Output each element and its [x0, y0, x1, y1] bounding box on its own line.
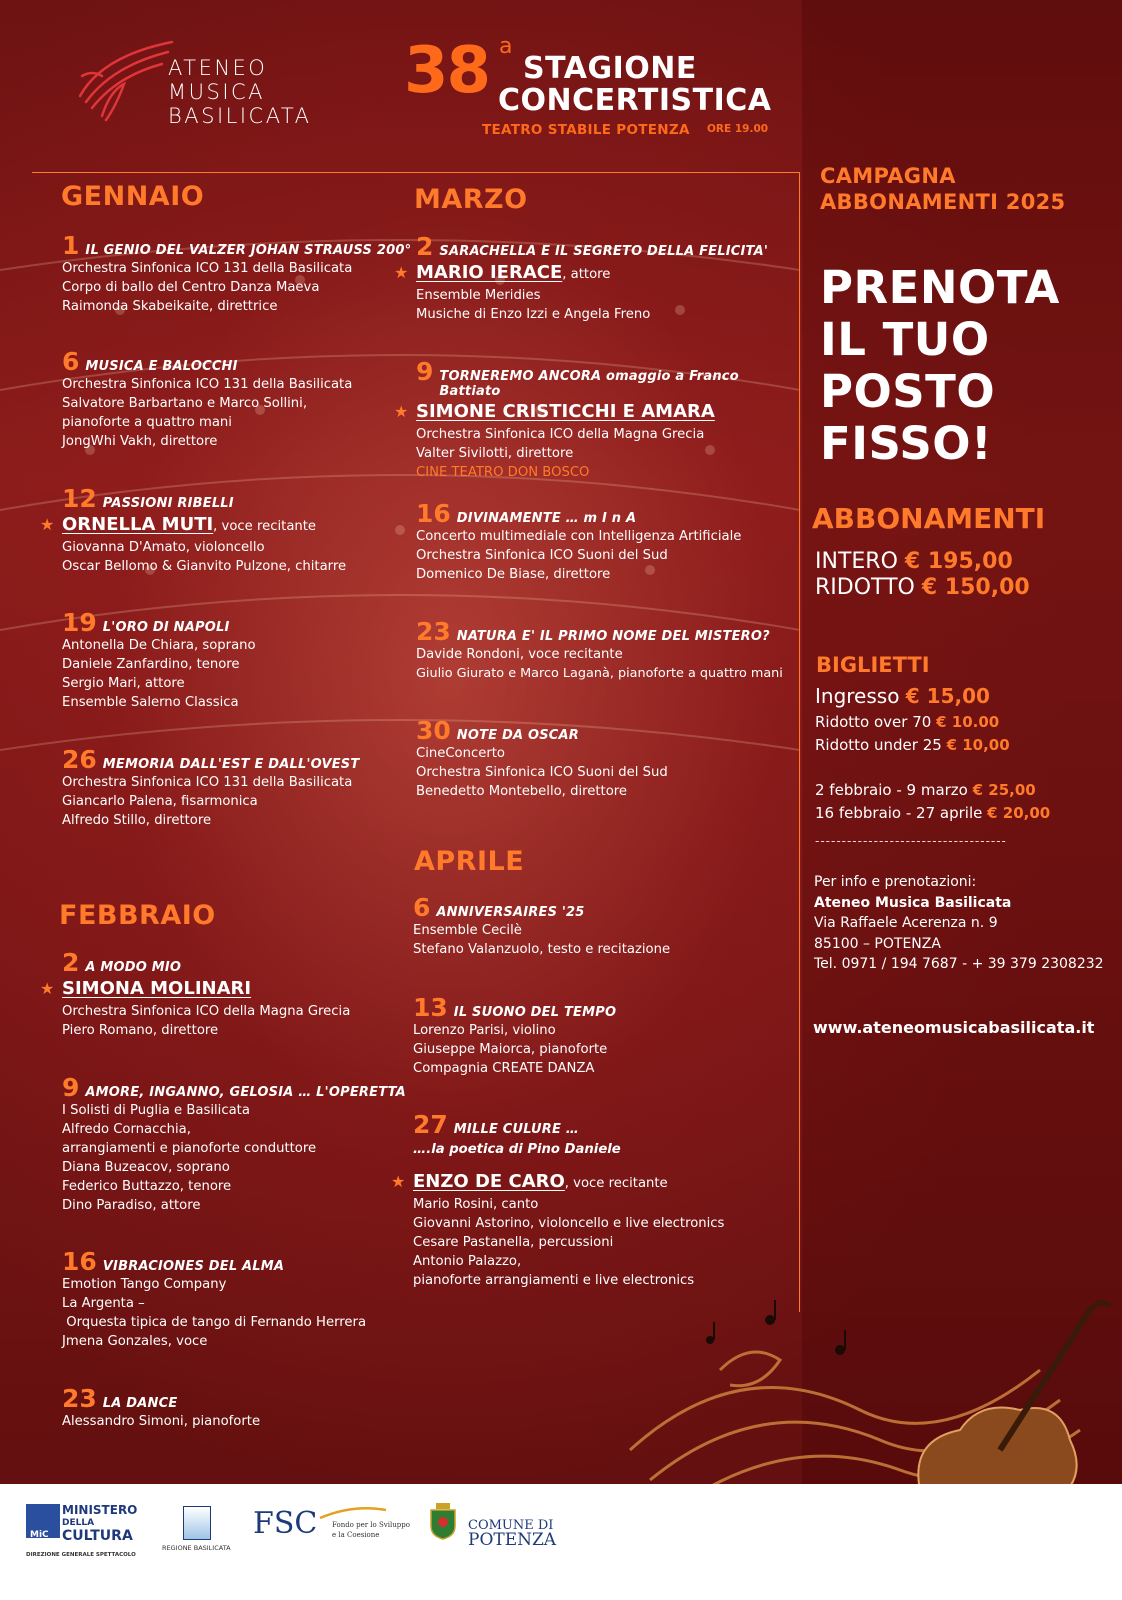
event-day: 13: [413, 993, 448, 1022]
campaign-title: CAMPAGNA ABBONAMENTI 2025: [820, 164, 1066, 214]
event-line: Domenico De Biase, direttore: [416, 567, 611, 582]
star-icon: ★: [394, 402, 409, 421]
event-line: arrangiamenti e pianoforte conduttore: [62, 1141, 317, 1156]
season-title-line1: STAGIONE: [523, 51, 697, 86]
star-role: , voce recitante: [564, 1176, 668, 1191]
event-day: 30: [416, 716, 451, 745]
event-line: La Argenta –: [62, 1296, 145, 1311]
event-day: 26: [62, 745, 97, 774]
violin-illustration-icon: [620, 1290, 1120, 1515]
contact-info: Per info e prenotazioni: Ateneo Musica Basilicata Via Raffaele Acerenza n. 9 85100 – POTENZA Tel. 0971 / 194 7687 - + 39 379 2308232: [814, 874, 1104, 972]
event-title: DIVINAMENTE … m I n A: [456, 511, 637, 526]
event-aprile-6: [413, 895, 773, 959]
price-period1: 2 febbraio - 9 marzo € 25,00: [815, 781, 1036, 799]
event-gennaio-12: [40, 484, 422, 576]
divider: ------------------------------------: [815, 834, 1007, 848]
event-day: 2: [62, 948, 80, 977]
fsc-logo: FSC: [253, 1506, 318, 1541]
event-line: Diana Buzeacov, soprano: [62, 1160, 230, 1175]
event-line: Ensemble Cecilè: [413, 923, 522, 938]
event-febbraio-9: [62, 1075, 422, 1215]
event-aprile-27: [391, 1110, 773, 1290]
event-title: MUSICA E BALOCCHI: [85, 359, 238, 374]
event-gennaio-26: [62, 747, 422, 830]
event-title: AMORE, INGANNO, GELOSIA … L'OPERETTA: [85, 1085, 406, 1100]
event-line: Dino Paradiso, attore: [62, 1198, 201, 1213]
event-line: pianoforte arrangiamenti e live electronics: [413, 1273, 695, 1288]
fsc-description: Fondo per lo Sviluppo e la Coesione: [332, 1521, 410, 1539]
event-line: Orchestra Sinfonica ICO della Magna Grecia: [62, 1004, 351, 1019]
event-line: Alfredo Cornacchia,: [62, 1122, 191, 1137]
event-day: 16: [416, 499, 451, 528]
event-line: CineConcerto: [416, 746, 506, 761]
event-marzo-23: [416, 617, 783, 683]
event-title: LA DANCE: [102, 1396, 178, 1411]
regione-label: REGIONE BASILICATA: [162, 1544, 231, 1552]
prenota-headline: PRENOTA IL TUO POSTO FISSO!: [820, 261, 1060, 470]
event-line: Salvatore Barbartano e Marco Sollini,: [62, 396, 308, 411]
star-performer: MARIO IERACE: [416, 262, 563, 283]
price-period2: 16 febbraio - 27 aprile € 20,00: [815, 804, 1051, 822]
event-day: 2: [416, 232, 434, 261]
star-performer: SIMONE CRISTICCHI E AMARA: [416, 401, 715, 422]
event-marzo-30: [416, 718, 776, 801]
event-line: Compagnia CREATE DANZA: [413, 1061, 595, 1076]
event-line: Daniele Zanfardino, tenore: [62, 657, 240, 672]
price-intero: INTERO € 195,00: [815, 549, 1013, 574]
event-title: A MODO MIO: [85, 960, 182, 975]
price-over70: Ridotto over 70 € 10.00: [815, 713, 1000, 731]
event-line: Concerto multimediale con Intelligenza Artificiale: [416, 529, 742, 544]
event-line: Giulio Giurato e Marco Laganà, pianoforte a quattro mani: [416, 666, 783, 681]
event-title: MEMORIA DALL'EST E DALL'OVEST: [102, 757, 360, 772]
event-line: JongWhi Vakh, direttore: [62, 434, 218, 449]
price-under25: Ridotto under 25 € 10,00: [815, 736, 1010, 754]
event-line: Ensemble Meridies: [416, 288, 541, 303]
event-line: pianoforte a quattro mani: [62, 415, 232, 430]
event-marzo-2: [394, 232, 776, 324]
sidebar-panel: [802, 0, 1122, 1515]
event-day: 6: [62, 347, 80, 376]
event-line: Orchestra Sinfonica ICO 131 della Basilicata: [62, 775, 353, 790]
event-line: Orchestra Sinfonica ICO Suoni del Sud: [416, 765, 668, 780]
event-line: Corpo di ballo del Centro Danza Maeva: [62, 280, 320, 295]
fsc-swoosh-icon: [318, 1502, 388, 1522]
event-line: Giovanni Astorino, violoncello e live electronics: [413, 1216, 725, 1231]
event-title: IL SUONO DEL TEMPO: [453, 1005, 617, 1020]
event-day: 27: [413, 1110, 448, 1139]
month-marzo: MARZO: [414, 184, 528, 215]
star-performer: SIMONA MOLINARI: [62, 978, 252, 999]
event-title: PASSIONI RIBELLI: [102, 496, 234, 511]
event-line: Giovanna D'Amato, violoncello: [62, 540, 265, 555]
mic-text: MINISTERO DELLA CULTURA: [62, 1503, 138, 1544]
ateneo-logo-icon: [72, 36, 182, 126]
event-title: NOTE DA OSCAR: [456, 728, 580, 743]
event-febbraio-16: [62, 1249, 422, 1351]
event-line: Oscar Bellomo & Gianvito Pulzone, chitarre: [62, 559, 347, 574]
event-line: Piero Romano, direttore: [62, 1023, 219, 1038]
event-day: 23: [416, 617, 451, 646]
event-line: Orchestra Sinfonica ICO della Magna Grecia: [416, 427, 705, 442]
event-line: Valter Sivilotti, direttore: [416, 446, 574, 461]
event-title: VIBRACIONES DEL ALMA: [102, 1259, 285, 1274]
event-line: Benedetto Montebello, direttore: [416, 784, 628, 799]
event-line: Antonio Palazzo,: [413, 1254, 522, 1269]
month-febbraio: FEBBRAIO: [59, 900, 216, 931]
event-day: 23: [62, 1384, 97, 1413]
event-day: 16: [62, 1247, 97, 1276]
venue: TEATRO STABILE POTENZA: [482, 122, 690, 138]
star-performer: ORNELLA MUTI: [62, 514, 214, 535]
event-line: Orquesta tipica de tango di Fernando Herrera: [62, 1315, 367, 1330]
sponsor-footer: [0, 1484, 1122, 1600]
price-ridotto: RIDOTTO € 150,00: [815, 575, 1030, 600]
star-role: , attore: [562, 267, 611, 282]
event-aprile-13: [413, 995, 773, 1078]
star-icon: ★: [391, 1172, 406, 1191]
event-marzo-9: [394, 357, 776, 482]
event-line: Antonella De Chiara, soprano: [62, 638, 256, 653]
event-line: Stefano Valanzuolo, testo e recitazione: [413, 942, 671, 957]
event-gennaio-6: [62, 349, 422, 451]
event-line: Jmena Gonzales, voce: [62, 1334, 208, 1349]
season-superscript: a: [499, 34, 513, 59]
event-line: Alessandro Simoni, pianoforte: [62, 1414, 261, 1429]
star-icon: ★: [394, 263, 409, 282]
website-link[interactable]: www.ateneomusicabasilicata.it: [813, 1018, 1095, 1037]
star-performer: ENZO DE CARO: [413, 1171, 565, 1192]
logo-text: ATENEO MUSICA BASILICATA: [168, 56, 312, 128]
frame-line-top: [32, 172, 800, 173]
event-venue-note: CINE TEATRO DON BOSCO: [416, 465, 590, 480]
event-day: 12: [62, 484, 97, 513]
comune-label: COMUNE DI POTENZA: [468, 1518, 557, 1550]
event-line: Raimonda Skabeikaite, direttrice: [62, 299, 278, 314]
season-number: 38: [404, 34, 490, 108]
event-line: Orchestra Sinfonica ICO Suoni del Sud: [416, 548, 668, 563]
mic-subtitle: DIREZIONE GENERALE SPETTACOLO: [26, 1552, 136, 1558]
month-gennaio: GENNAIO: [61, 181, 205, 212]
event-marzo-16: [416, 501, 776, 584]
event-line: I Solisti di Puglia e Basilicata: [62, 1103, 250, 1118]
event-day: 1: [62, 231, 80, 260]
comune-crest-icon: [428, 1502, 458, 1540]
event-day: 9: [416, 357, 434, 386]
event-day: 19: [62, 608, 97, 637]
month-aprile: APRILE: [414, 846, 525, 877]
event-gennaio-1: [62, 233, 422, 316]
star-icon: ★: [40, 515, 55, 534]
event-line: Federico Buttazzo, tenore: [62, 1179, 232, 1194]
event-line: Lorenzo Parisi, violino: [413, 1023, 556, 1038]
event-gennaio-19: [62, 610, 422, 712]
event-line: Orchestra Sinfonica ICO 131 della Basilicata: [62, 261, 353, 276]
regione-logo-icon: [183, 1506, 211, 1540]
event-day: 6: [413, 893, 431, 922]
event-title: MILLE CULURE …: [453, 1122, 579, 1137]
event-title: NATURA E' IL PRIMO NOME DEL MISTERO?: [456, 629, 770, 644]
biglietti-title: BIGLIETTI: [816, 653, 930, 677]
frame-line-right: [799, 172, 800, 1312]
event-line: Mario Rosini, canto: [413, 1197, 539, 1212]
star-role: , voce recitante: [213, 519, 317, 534]
event-line: Cesare Pastanella, percussioni: [413, 1235, 614, 1250]
event-line: Sergio Mari, attore: [62, 676, 185, 691]
event-day: 9: [62, 1073, 80, 1102]
mic-abbr: MiC: [30, 1530, 49, 1540]
season-title-line2: CONCERTISTICA: [498, 83, 772, 118]
event-line: Alfredo Stillo, direttore: [62, 813, 212, 828]
event-title: TORNEREMO ANCORA omaggio a Franco Battiato: [439, 369, 739, 399]
show-time: ORE 19.00: [707, 123, 769, 135]
event-line: Davide Rondoni, voce recitante: [416, 647, 623, 662]
abbonamenti-title: ABBONAMENTI: [812, 502, 1046, 535]
event-febbraio-23: [62, 1386, 422, 1431]
price-ingresso: Ingresso € 15,00: [815, 684, 990, 708]
star-icon: ★: [40, 979, 55, 998]
event-line: Ensemble Salerno Classica: [62, 695, 239, 710]
event-title: IL GENIO DEL VALZER JOHAN STRAUSS 200°: [85, 243, 412, 258]
event-line: Giancarlo Palena, fisarmonica: [62, 794, 258, 809]
event-title: L'ORO DI NAPOLI: [102, 620, 230, 635]
event-subtitle: ….la poetica di Pino Daniele: [413, 1142, 621, 1157]
event-title: ANNIVERSAIRES '25: [436, 905, 585, 920]
event-title: SARACHELLA E IL SEGRETO DELLA FELICITA': [439, 244, 769, 259]
event-line: Emotion Tango Company: [62, 1277, 227, 1292]
event-line: Musiche di Enzo Izzi e Angela Freno: [416, 307, 651, 322]
event-line: Orchestra Sinfonica ICO 131 della Basilicata: [62, 377, 353, 392]
event-line: Giuseppe Maiorca, pianoforte: [413, 1042, 608, 1057]
event-febbraio-2: [40, 948, 422, 1040]
